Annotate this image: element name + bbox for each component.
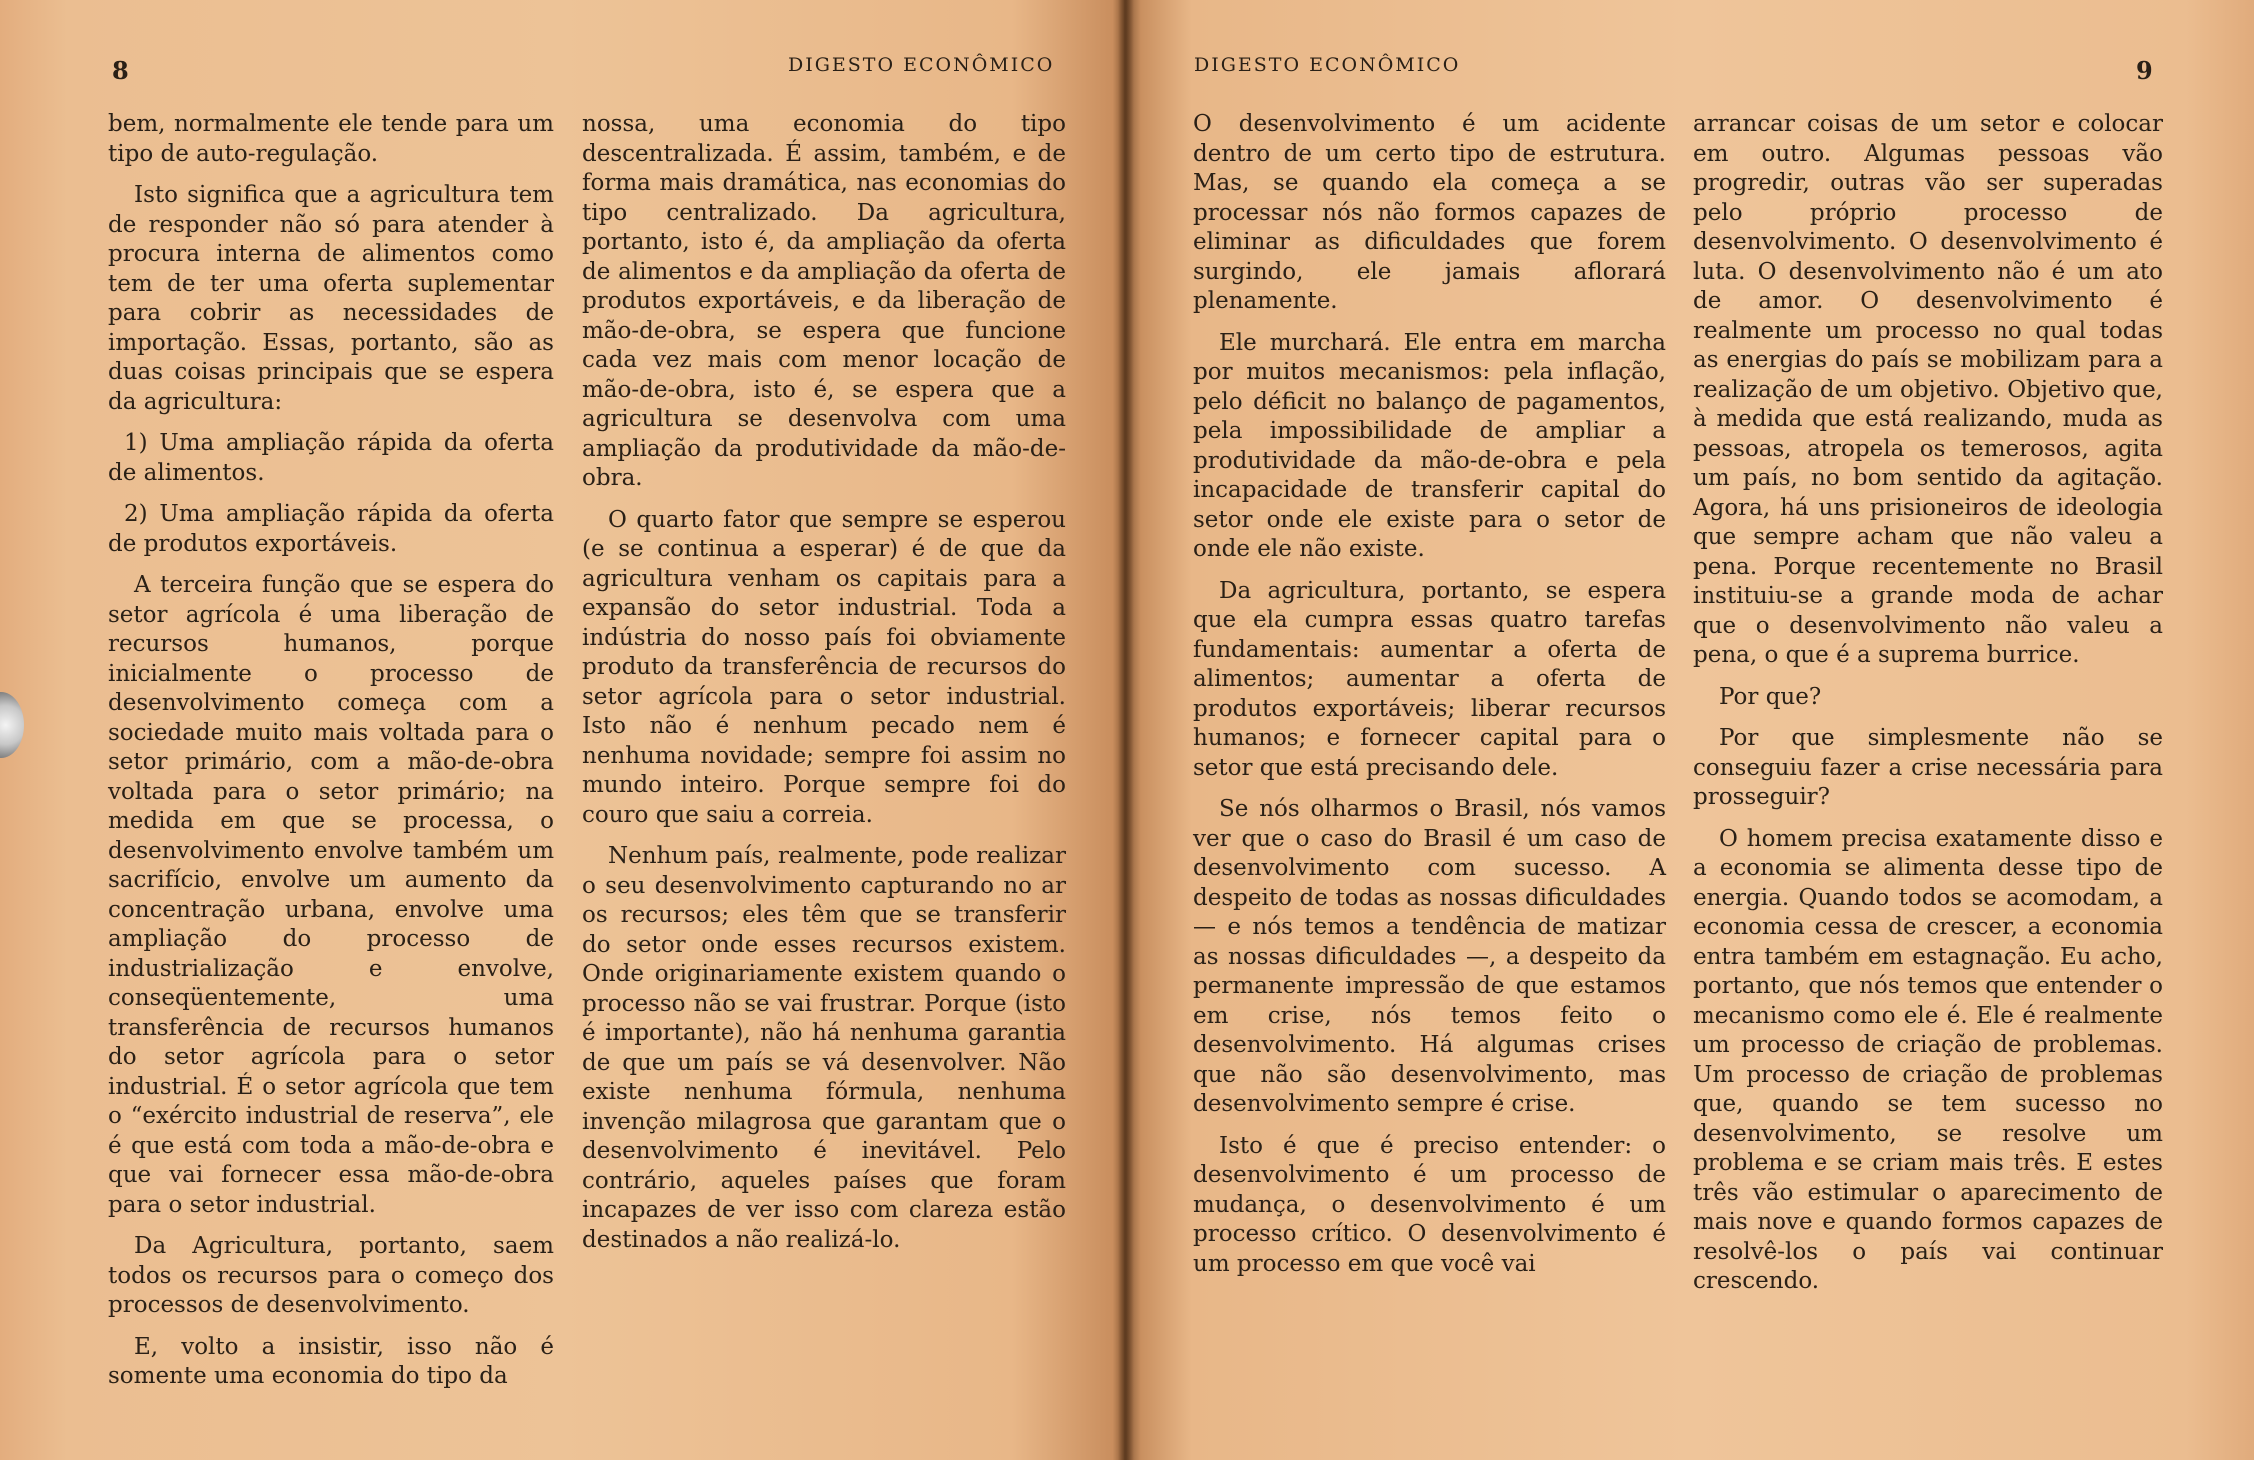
paragraph: Por que? <box>1719 683 1822 710</box>
paragraph: Se nós olharmos o Brasil, nós vamos ver que o caso do Brasil é um caso de desenvolvimento com sucesso. A despeito de todas as nossas dificuldades — e nós temos a tendência de matizar as nossas dificuldades —, a despeito da permanente impressão de que estamos em crise, nós temos feito o desenvolvimento. Há algumas crises que não são desenvolvimento, mas desenvolvimento sempre é crise. <box>1193 796 1666 1117</box>
running-head: DIGESTO ECONÔMICO <box>1194 54 1461 76</box>
page-number: 9 <box>2136 56 2153 85</box>
list-item: 2) Uma ampliação rápida da oferta de produtos exportáveis. <box>108 501 554 557</box>
paragraph: Isto é que é preciso entender: o desenvolvimento é um processo de mudança, o desenvolvimento é um processo crítico. O desenvolvimento é um processo em que você vai <box>1193 1132 1666 1277</box>
paragraph: arrancar coisas de um setor e colocar em outro. Algumas pessoas vão progredir, outras vão ser superadas pelo próprio processo de desenvolvimento. O desenvolvimento é luta. O desenvolvimento não é um ato de amor. O desenvolvimento é realmente um processo no qual todas as energias do país se mobilizam para a realização de um objetivo. Objetivo que, à medida que está realizando, muda as pessoas, atropela os temerosos, agita um país, no bom sentido da agitação. Agora, há uns prisioneiros de ideologia que sempre acham que não valeu a pena. Porque recentemente no Brasil instituiu-se a grande moda de achar que o desenvolvimento não valeu a pena, o que é a suprema burrice. <box>1693 111 2163 668</box>
paragraph: O quarto fator que sempre se esperou (e se continua a esperar) é de que da agricultura venham os capitais para a expansão do setor industrial. Toda a indústria do nosso país foi obviamente produto da transferência de recursos do setor agrícola para o setor industrial. Isto não é nenhum pecado nem é nenhuma novidade; sempre foi assim no mundo inteiro. Porque sempre foi do couro que saiu a correia. <box>582 506 1066 828</box>
right-page <box>1124 0 2254 1460</box>
book-gutter <box>1118 0 1134 1460</box>
paragraph: Da Agricultura, portanto, saem todos os recursos para o começo dos processos de desenvolvimento. <box>108 1233 554 1318</box>
paragraph: A terceira função que se espera do setor agrícola é uma liberação de recursos humanos, porque inicialmente o processo de desenvolvimento começa com a sociedade muito mais voltada para o setor primário, com a mão-de-obra voltada para o setor primário; na medida em que se processa, o desenvolvimento envolve também um sacrifício, envolve um aumento da concentração urbana, envolve uma ampliação do processo de industrialização e envolve, conseqüentemente, uma transferência de recursos humanos do setor agrícola para o setor industrial. É o setor agrícola que tem o “exército industrial de reserva”, ele é que está com toda a mão-de-obra e que vai fornecer essa mão-de-obra para o setor industrial. <box>108 572 554 1218</box>
right-column-2 <box>1693 110 2163 1309</box>
list-item: 1) Uma ampliação rápida da oferta de alimentos. <box>108 430 554 486</box>
page-number: 8 <box>112 56 129 85</box>
paragraph: Isto significa que a agricultura tem de responder não só para atender à procura interna de alimentos como tem de ter uma oferta suplementar para cobrir as necessidades de importação. Essas, portanto, são as duas coisas principais que se espera da agricultura: <box>108 182 554 415</box>
paragraph: Por que simplesmente não se conseguiu fazer a crise necessária para prosseguir? <box>1693 725 2163 810</box>
binder-clip-icon <box>0 692 24 758</box>
paragraph: Nenhum país, realmente, pode realizar o seu desenvolvimento capturando no ar os recursos; eles têm que se transferir do setor onde esses recursos existem. Onde originariamente existem quando o processo não se vai frustrar. Porque (isto é importante), não há nenhuma garantia de que um país se vá desenvolver. Não existe nenhuma fórmula, nenhuma invenção milagrosa que garantam que o desenvolvimento é inevitável. Pelo contrário, aqueles países que foram incapazes de ver isso com clareza estão destinados a não realizá-lo. <box>582 843 1066 1253</box>
paragraph: O homem precisa exatamente disso e a economia se alimenta desse tipo de energia. Quando todos se acomodam, a economia cessa de crescer, a economia entra também em estagnação. Eu acho, portanto, que nós temos que entender o mecanismo como ele é. Ele é realmente um processo de criação de problemas. Um processo de criação de problemas que, quando se tem sucesso no desenvolvimento, se resolve um problema e se criam mais três. E estes três vão estimular o aparecimento de mais nove e quando formos capazes de resolvê-los o país vai continuar crescendo. <box>1693 825 2163 1294</box>
paragraph: O desenvolvimento é um acidente dentro de um certo tipo de estrutura. Mas, se quando ela começa a se processar nós não formos capazes de eliminar as dificuldades que forem surgindo, ele jamais aflorará plenamente. <box>1193 111 1666 314</box>
paragraph: bem, normalmente ele tende para um tipo de auto-regulação. <box>108 111 554 167</box>
running-head: DIGESTO ECONÔMICO <box>788 54 1055 76</box>
paragraph: Da agricultura, portanto, se espera que ela cumpra essas quatro tarefas fundamentais: aumentar a oferta de alimentos; aumentar a oferta de produtos exportáveis; liberar recursos humanos; e fornecer capital para o setor que está precisando dele. <box>1193 577 1666 781</box>
left-column-2 <box>582 110 1066 1267</box>
left-column-1 <box>108 110 554 1404</box>
paragraph: nossa, uma economia do tipo descentralizada. É assim, também, e de forma mais dramática, nas economias do tipo centralizado. Da agricultura, portanto, isto é, da ampliação da oferta de alimentos e da ampliação da oferta de produtos exportáveis, e da liberação de mão-de-obra, se espera que funcione cada vez mais com menor locação de mão-de-obra, isto é, se espera que a agricultura se desenvolva com uma ampliação da produtividade da mão-de-obra. <box>582 111 1066 491</box>
right-column-1 <box>1193 110 1666 1291</box>
paragraph: Ele murchará. Ele entra em marcha por muitos mecanismos: pela inflação, pelo déficit no balanço de pagamentos, pela impossibilidade de ampliar a produtividade da mão-de-obra e pela incapacidade de transferir capital do setor onde ele existe para o setor de onde ele não existe. <box>1193 329 1666 562</box>
left-page <box>0 0 1124 1460</box>
paragraph: E, volto a insistir, isso não é somente uma economia do tipo da <box>108 1333 554 1389</box>
